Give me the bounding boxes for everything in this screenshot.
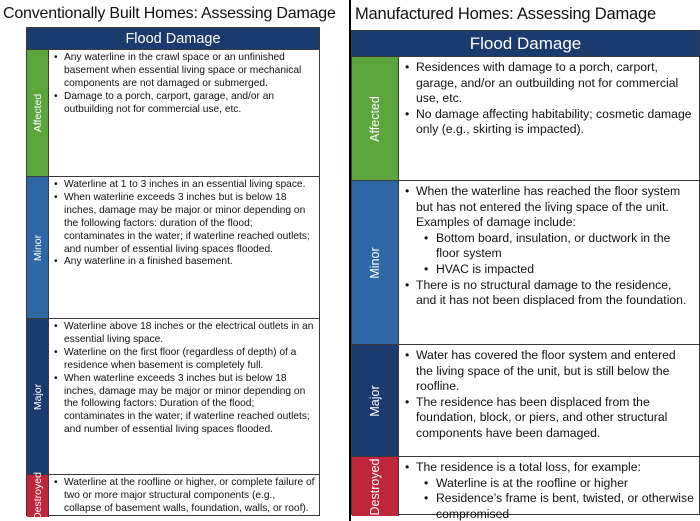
row-label-major <box>27 319 49 474</box>
row-label-text: Major <box>31 383 44 410</box>
list-item: • When the waterline has reached the floor system but has not entered the living space of the unit. Examples of damage include: <box>404 184 694 231</box>
row-label-affected <box>352 57 399 180</box>
table-header: Flood Damage <box>352 31 699 57</box>
list-item: • When waterline exceeds 3 inches but is below 18 inches, damage may be major or minor depending on the following factors: Duration of the flood; contaminates in the water; if waterline reached outlets; and number of essential living spaces flooded. <box>53 373 315 438</box>
row-content <box>399 181 699 344</box>
row-label-text: Destroyed <box>368 458 382 515</box>
list-item: • Damage to a porch, carport, garage, and/or an outbuilding not for commercial use, etc. <box>53 91 315 117</box>
row-label-major <box>352 345 399 456</box>
sub-list-item: • HVAC is impacted <box>404 262 694 278</box>
row-content <box>399 457 699 521</box>
row-major <box>352 345 699 457</box>
conventional-homes-panel <box>0 0 349 521</box>
row-label-text: Affected <box>31 93 44 133</box>
damage-table <box>26 27 320 520</box>
row-major <box>27 319 319 475</box>
row-affected <box>352 57 699 181</box>
row-label-minor <box>352 181 399 344</box>
row-destroyed <box>27 472 319 520</box>
row-content <box>49 50 319 176</box>
list-item: • Water has covered the floor system and entered the living space of the unit, but is still below the roofline. <box>404 348 694 395</box>
damage-table <box>351 30 700 521</box>
row-label-minor <box>27 177 49 318</box>
list-item: • Any waterline in a finished basement. <box>53 256 315 269</box>
row-content <box>399 57 699 180</box>
row-minor <box>352 181 699 345</box>
row-destroyed <box>352 457 699 521</box>
list-item: • No damage affecting habitability; cosmetic damage only (e.g., skirting is impacted). <box>404 107 694 138</box>
row-label-affected <box>27 50 49 176</box>
row-label-destroyed <box>27 472 49 520</box>
list-item: • There is no structural damage to the residence, and it has not been displaced from the foundation. <box>404 278 694 309</box>
row-label-text: Affected <box>368 95 382 142</box>
list-item: • Waterline above 18 inches or the electrical outlets in an essential living space. <box>53 321 315 347</box>
row-label-text: Major <box>368 384 382 417</box>
row-content <box>399 345 699 456</box>
row-label-destroyed <box>352 457 399 516</box>
row-affected <box>27 50 319 177</box>
table-header: Flood Damage <box>27 28 319 50</box>
row-label-text: Destroyed <box>31 472 44 520</box>
list-item: • The residence is a total loss, for example: <box>404 460 694 476</box>
row-content <box>49 475 319 517</box>
list-item: • Waterline at 1 to 3 inches in an essential living space. <box>53 179 315 192</box>
row-label-text: Minor <box>31 234 44 261</box>
row-content <box>49 319 319 474</box>
list-item: • Waterline on the first floor (regardless of depth) of a residence when basement is completely full. <box>53 347 315 373</box>
manufactured-homes-panel <box>351 0 700 521</box>
list-item: • Any waterline in the crawl space or an unfinished basement when essential living space or mechanical components are not damaged or submerged. <box>53 52 315 91</box>
row-minor <box>27 177 319 319</box>
list-item: • The residence has been displaced from the foundation, block, or piers, and other structural components have been damaged. <box>404 395 694 442</box>
list-item: • When waterline exceeds 3 inches but is below 18 inches, damage may be major or minor depending on the following factors: duration of the flood; contaminates in the water; if waterline reached outlets; and number of essential living spaces flooded. <box>53 192 315 257</box>
row-content <box>49 177 319 318</box>
page-title: Manufactured Homes: Assessing Damage <box>355 5 656 23</box>
row-label-text: Minor <box>368 246 382 279</box>
list-item: • Waterline at the roofline or higher, or complete failure of two or more major structural components (e.g., collapse of basement walls, foundation, walls, or roof). <box>53 477 315 516</box>
sub-list-item: • Bottom board, insulation, or ductwork in the floor system <box>404 231 694 262</box>
list-item: • Residences with damage to a porch, carport, garage, and/or an outbuilding not for commercial use, etc. <box>404 60 694 107</box>
page-title: Conventionally Built Homes: Assessing Damage <box>3 5 336 22</box>
sub-list-item: • Waterline is at the roofline or higher <box>404 476 694 492</box>
sub-list-item: • Residence’s frame is bent, twisted, or otherwise compromised <box>404 491 694 521</box>
